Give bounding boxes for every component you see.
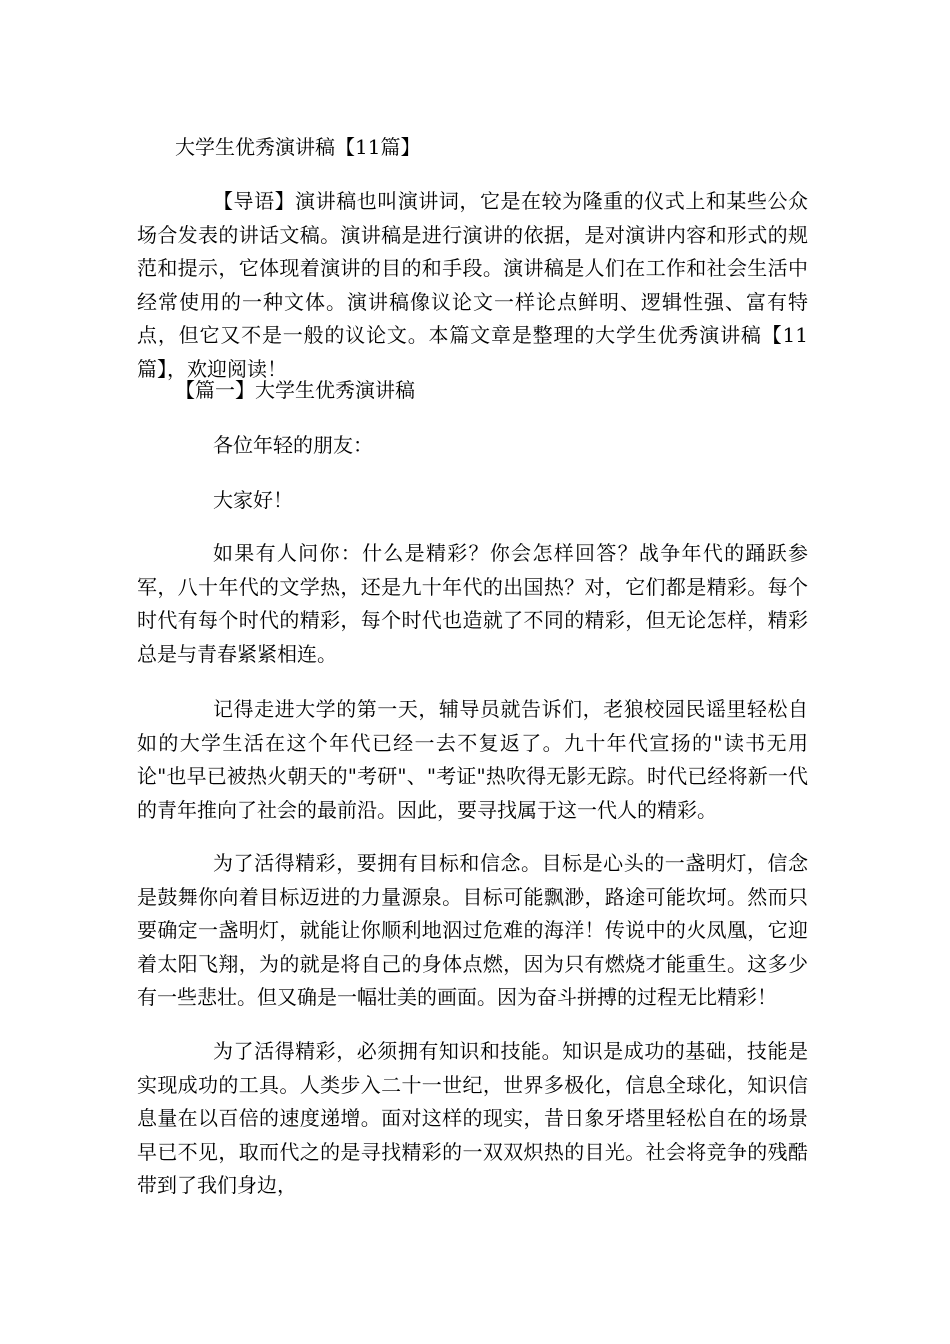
body-paragraph: 记得走进大学的第一天，辅导员就告诉们，老狼校园民谣里轻松自如的大学生活在这个年代已经一去不复返了。九十年代宣扬的"读书无用论"也早已被热火朝天的"考研"、"考证"热吹得无影无踪。时代已经将新一代的青年推向了社会的最前沿。因此，要寻找属于这一代人的精彩。 xyxy=(137,697,808,822)
body-paragraph: 如果有人问你：什么是精彩？你会怎样回答？战争年代的踊跃参军，八十年代的文学热，还是九十年代的出国热？对，它们都是精彩。每个时代有每个时代的精彩，每个时代也造就了不同的精彩，但无论怎样，精彩总是与青春紧紧相连。 xyxy=(137,541,808,666)
body-paragraph: 为了活得精彩，必须拥有知识和技能。知识是成功的基础，技能是实现成功的工具。人类步入二十一世纪，世界多极化，信息全球化，知识信息量在以百倍的速度递增。面对这样的现实，昔日象牙塔里轻松自在的场景早已不见，取而代之的是寻找精彩的一双双炽热的目光。社会将竞争的残酷带到了我们身边， xyxy=(137,1039,808,1197)
intro-paragraph: 【导语】演讲稿也叫演讲词，它是在较为隆重的仪式上和某些公众场合发表的讲话文稿。演讲稿是进行演讲的依据，是对演讲内容和形式的规范和提示，它体现着演讲的目的和手段。演讲稿是人们在工作和社会生活中经常使用的一种文体。演讲稿像议论文一样论点鲜明、逻辑性强、富有特点，但它又不是一般的议论文。本篇文章是整理的大学生优秀演讲稿【11篇】，欢迎阅读！ xyxy=(137,189,808,381)
greeting-line: 大家好！ xyxy=(213,488,293,512)
body-paragraph: 为了活得精彩，要拥有目标和信念。目标是心头的一盏明灯，信念是鼓舞你向着目标迈进的力量源泉。目标可能飘渺，路途可能坎坷。然而只要确定一盏明灯，就能让你顺利地泅过危难的海洋！传说中的火凤凰，它迎着太阳飞翔，为的就是将自己的身体点燃，因为只有燃烧才能重生。这多少有一些悲壮。但又确是一幅壮美的画面。因为奋斗拼搏的过程无比精彩！ xyxy=(137,851,808,1009)
greeting-line: 各位年轻的朋友： xyxy=(213,433,373,457)
document-title: 大学生优秀演讲稿【11篇】 xyxy=(175,135,421,159)
section-title: 【篇一】大学生优秀演讲稿 xyxy=(175,378,415,402)
